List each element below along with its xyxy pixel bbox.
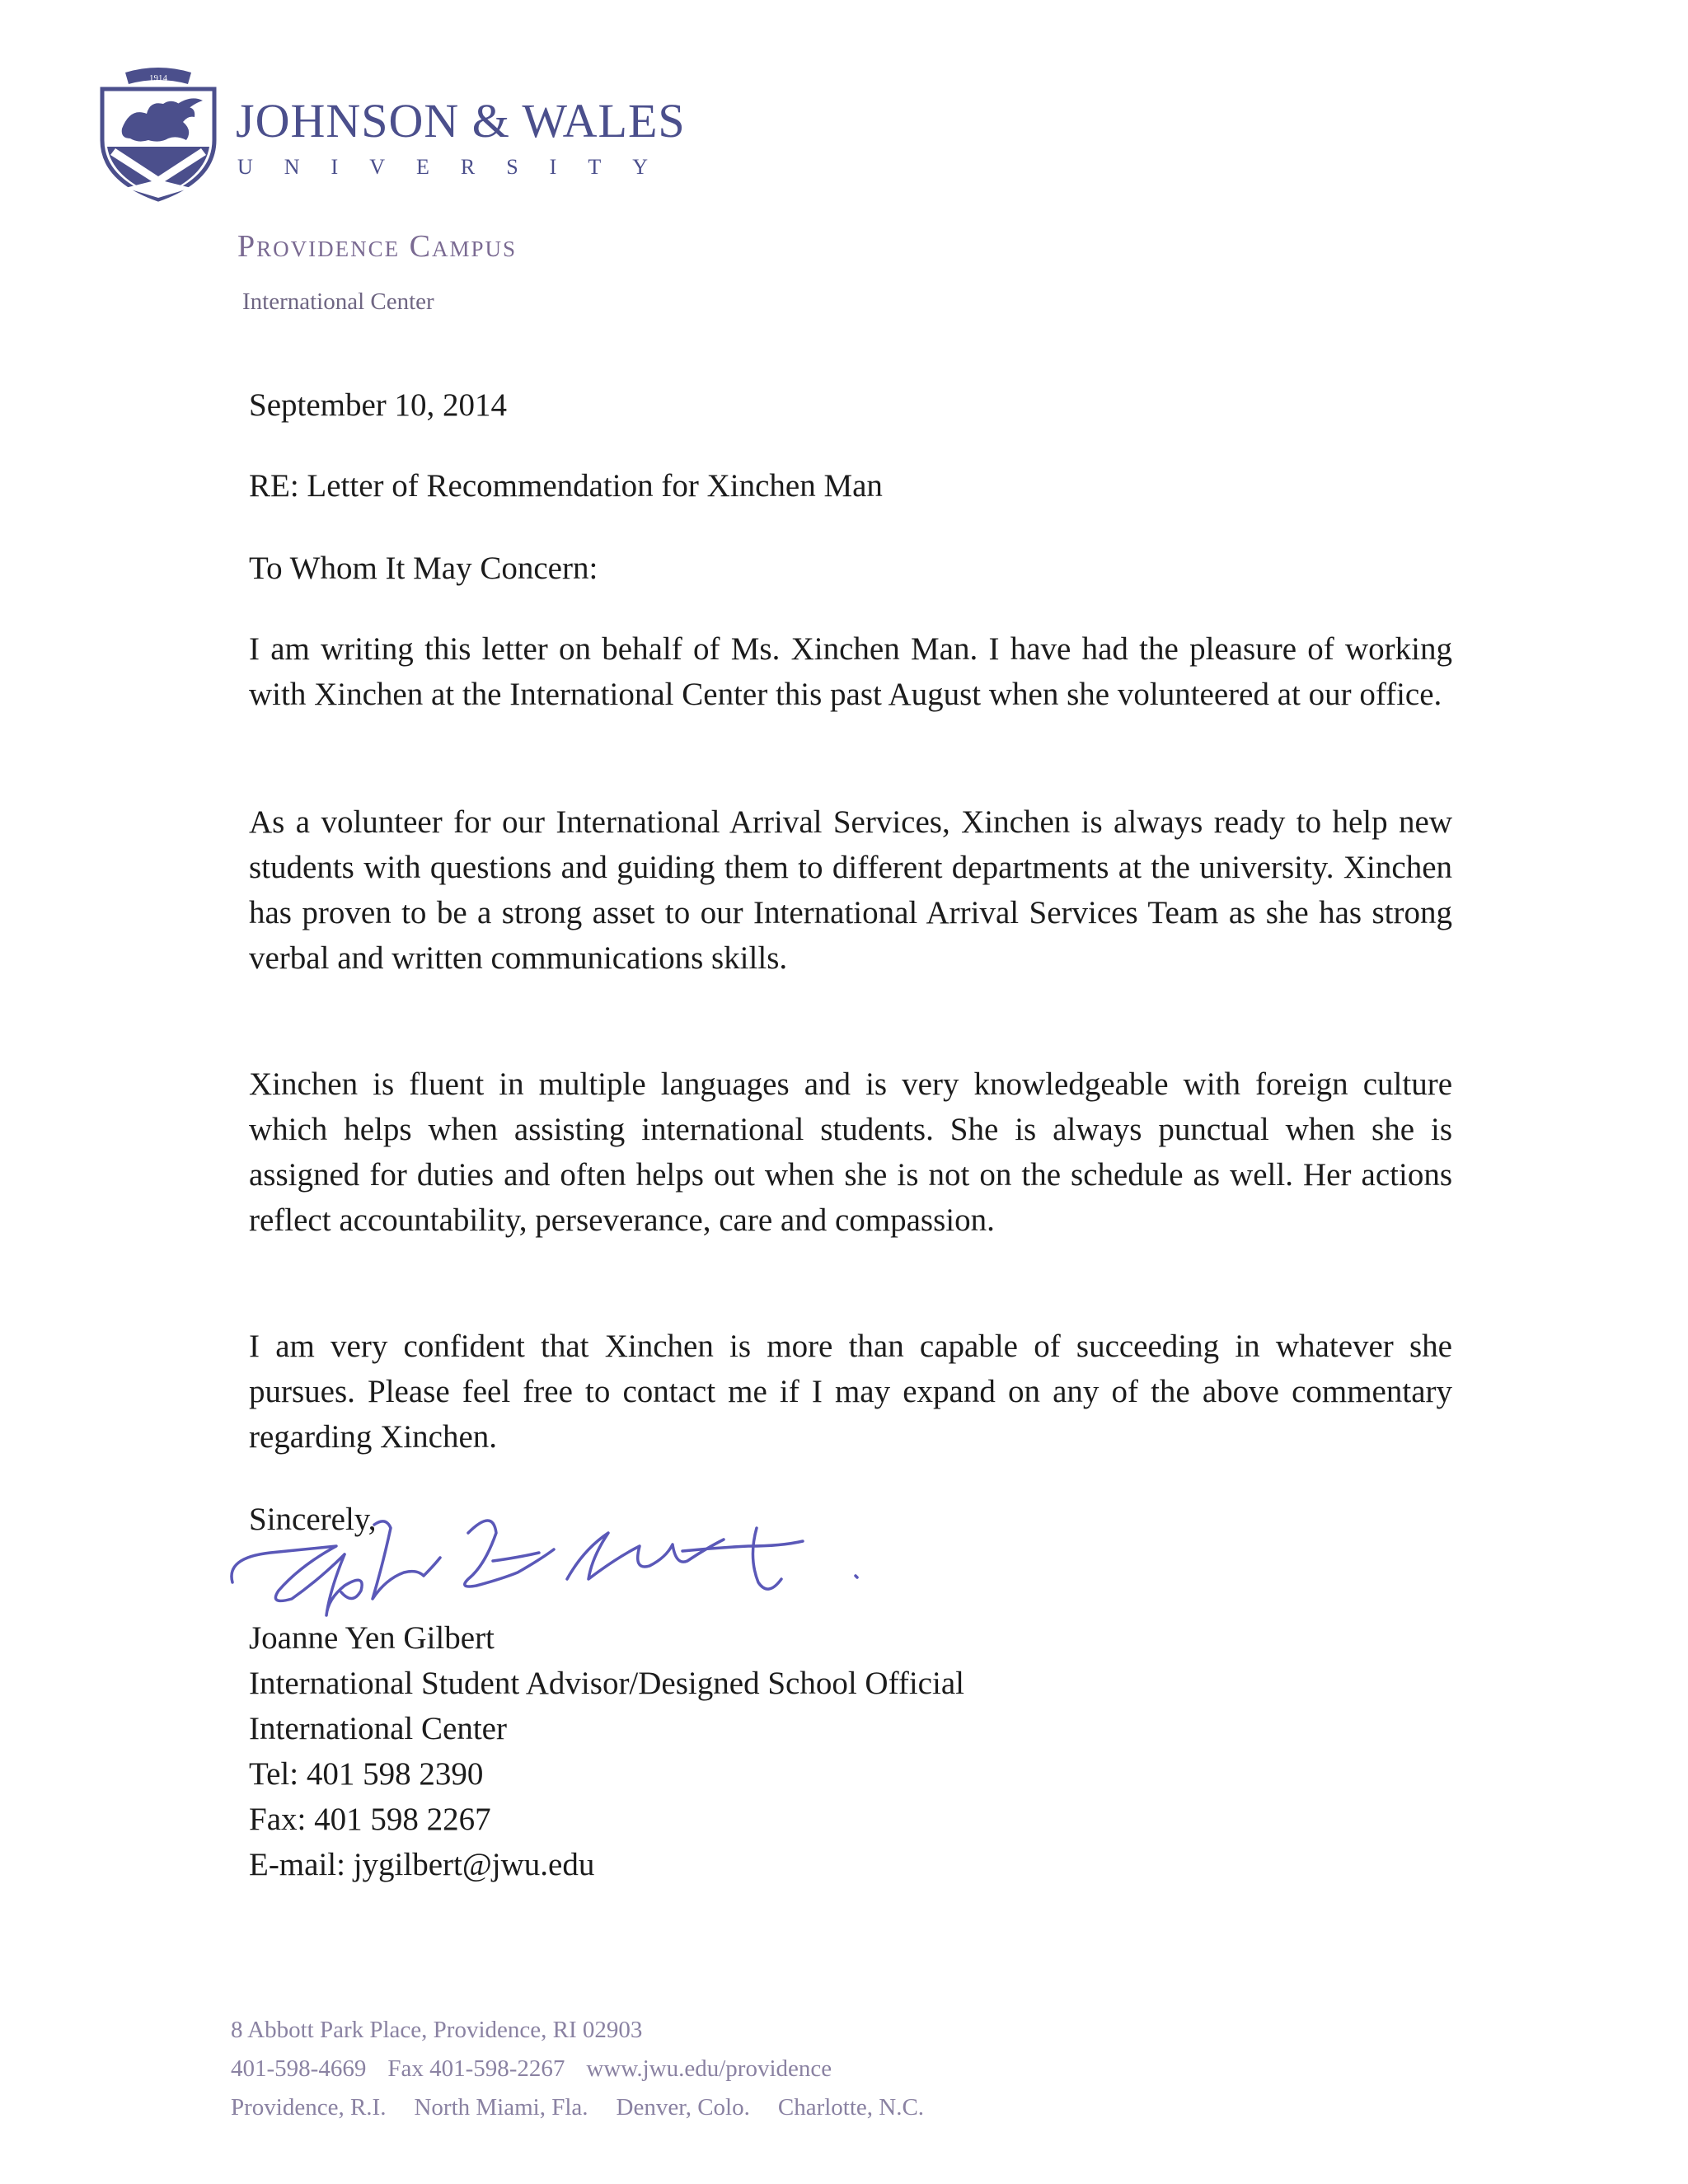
footer-campuses-row	[231, 2088, 924, 2127]
letter-subject: RE: Letter of Recommendation for Xinchen Man	[249, 468, 883, 504]
footer-address: 8 Abbott Park Place, Providence, RI 02903	[231, 2017, 643, 2043]
handwritten-signature	[221, 1500, 880, 1632]
signer-title: International Student Advisor/Designed School Official	[249, 1666, 964, 1701]
campus-name: Providence Campus	[237, 229, 518, 264]
body-paragraph: I am very confident that Xinchen is more than capable of succeeding in whatever she pursues. Please feel free to contact me if I may expand on any of the above commentary regarding Xinchen.	[249, 1329, 1452, 1455]
footer-contact-row	[231, 2050, 924, 2088]
signer-tel: Tel: 401 598 2390	[249, 1756, 484, 1792]
letter-date: September 10, 2014	[249, 387, 508, 423]
letter-footer	[231, 2011, 924, 2127]
signature-block	[249, 1615, 964, 1887]
footer-campus: Charlotte, N.C.	[777, 2094, 925, 2121]
signer-email: E-mail: jygilbert@jwu.edu	[249, 1847, 595, 1882]
footer-campus: North Miami, Fla.	[414, 2094, 588, 2121]
letter-closing: Sincerely,	[249, 1502, 377, 1537]
svg-text:1914: 1914	[149, 73, 167, 83]
signer-name: Joanne Yen Gilbert	[249, 1620, 495, 1656]
university-name: JOHNSON & WALES	[236, 94, 686, 148]
department-name: International Center	[242, 288, 434, 315]
university-seal-logo	[97, 64, 219, 203]
signer-fax: Fax: 401 598 2267	[249, 1802, 491, 1837]
signer-office: International Center	[249, 1711, 507, 1746]
footer-campus: Denver, Colo.	[616, 2094, 750, 2121]
footer-website: www.jwu.edu/providence	[586, 2055, 832, 2082]
footer-campus: Providence, R.I.	[231, 2094, 387, 2121]
footer-fax: Fax 401-598-2267	[387, 2055, 565, 2082]
letter-salutation: To Whom It May Concern:	[249, 551, 598, 586]
body-paragraph: I am writing this letter on behalf of Ms. Xinchen Man. I have had the pleasure of working with Xinchen at the International Center this past August when she volunteered at our office.	[249, 631, 1452, 712]
body-paragraph: As a volunteer for our International Arrival Services, Xinchen is always ready to help new students with questions and guiding them to different departments at the university. Xinchen has proven to be a strong asset to our International Arrival Services Team as she has strong verbal and written communications skills.	[249, 804, 1452, 976]
university-subtitle: UNIVERSITY	[237, 155, 679, 179]
body-paragraph: Xinchen is fluent in multiple languages and is very knowledgeable with foreign culture which helps when assisting international students. She is always punctual when she is assigned for duties and often helps out when she is not on the schedule as well. Her actions reflect accountability, perseverance, care and compassion.	[249, 1066, 1452, 1238]
footer-phone: 401-598-4669	[231, 2055, 367, 2082]
